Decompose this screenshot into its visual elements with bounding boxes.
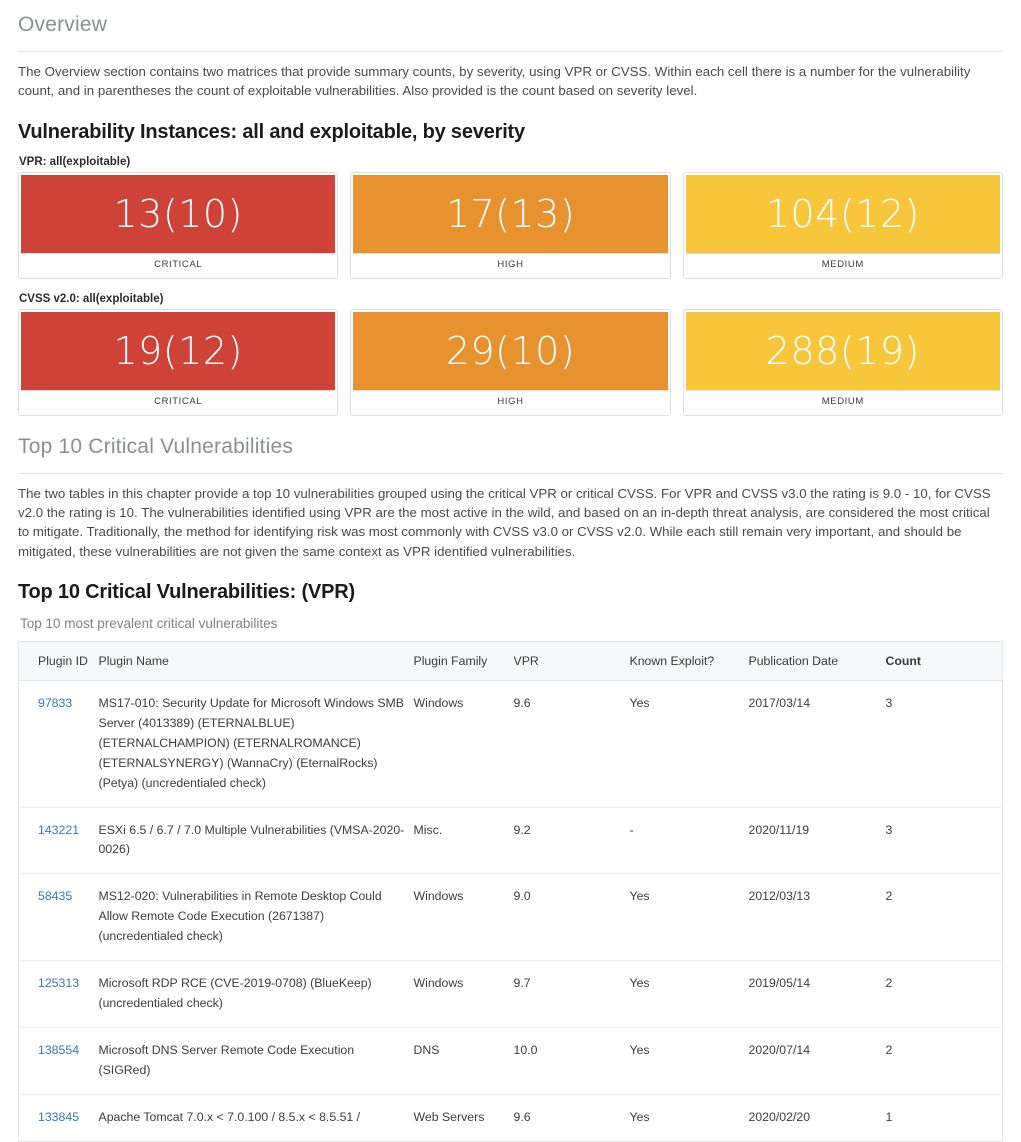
severity-card-vpr-critical[interactable] [18, 172, 338, 279]
cell-plugin-id [19, 1027, 99, 1094]
cell-plugin-name: Microsoft RDP RCE (CVE-2019-0708) (BlueKeep) (uncredentialed check) [99, 961, 414, 1028]
cell-known-exploit: Yes [630, 1094, 749, 1141]
cell-plugin-id [19, 1094, 99, 1141]
cell-known-exploit: Yes [630, 961, 749, 1028]
cell-count: 2 [886, 874, 1003, 961]
table-row [19, 1027, 1003, 1094]
top10-divider [18, 473, 1003, 474]
column-header-count[interactable]: Count [886, 641, 1003, 680]
cell-plugin-family: Windows [414, 961, 514, 1028]
cell-plugin-id [19, 807, 99, 874]
table-header [19, 641, 1003, 680]
top10-description: The two tables in this chapter provide a top 10 vulnerabilities grouped using the critical VPR or critical CVSS. For VPR and CVSS v3.0 the rating is 9.0 - 10, for CVSS v2.0 the rating is 10. The vulnerabilities identified using VPR are the most active in the wild, and based on an in-depth threat analysis, are considered the most critical to mitigate. Traditionally, the method for identifying risk was most commonly with CVSS v3.0 or CVSS v2.0. While each still remain very important, and should be mitigated, these vulnerabilities are not given the same context as VPR identified vulnerabilities. [18, 485, 991, 559]
cell-plugin-id [19, 680, 99, 807]
cell-known-exploit: - [630, 807, 749, 874]
plugin-id-link[interactable]: 138554 [38, 1042, 80, 1057]
cell-vpr: 10.0 [514, 1027, 630, 1094]
table-row [19, 807, 1003, 874]
plugin-id-link[interactable]: 133845 [38, 1109, 80, 1124]
column-header-vpr[interactable]: VPR [514, 641, 630, 680]
cell-vpr: 9.6 [513, 695, 531, 710]
cell-plugin-id [19, 874, 99, 961]
table-header-row [19, 641, 1003, 680]
column-header-plugin-family[interactable]: Plugin Family [414, 641, 514, 680]
vulnerability-instances-title: Vulnerability Instances: all and exploitable, by severity [18, 120, 525, 143]
cell-plugin-name: Microsoft DNS Server Remote Code Execution (SIGRed) [99, 1027, 414, 1094]
cell-plugin-family: Windows [414, 874, 514, 961]
severity-card-cvss-medium[interactable] [683, 309, 1003, 416]
severity-card-value: 288(19) [686, 312, 1000, 390]
cell-plugin-name: MS17-010: Security Update for Microsoft Windows SMB Server (4013389) (ETERNALBLUE) (ETERNALCHAMPION) (ETERNALROMANCE) (ETERNALSYNERGY) (WannaCry) (EternalRocks) (Petya) (uncredentialed check) [98, 695, 404, 790]
overview-chapter-title: Overview [18, 13, 108, 36]
severity-card-value: 29(10) [353, 312, 667, 390]
overview-divider [18, 51, 1003, 52]
vpr-matrix-label: VPR: all(exploitable) [19, 155, 131, 168]
plugin-id-link[interactable]: 125313 [38, 976, 80, 991]
cell-vpr: 9.2 [514, 807, 630, 874]
cell-vpr: 9.7 [514, 961, 630, 1028]
severity-card-value: 13(10) [21, 175, 335, 253]
column-header-plugin-id[interactable]: Plugin ID [19, 641, 99, 680]
cell-publication-date: 2020/02/20 [749, 1094, 886, 1141]
cell-plugin-id [19, 961, 99, 1028]
cell-plugin-family: Web Servers [414, 1094, 514, 1141]
cell-publication-date: 2019/05/14 [749, 961, 886, 1028]
column-header-plugin-name[interactable]: Plugin Name [99, 641, 414, 680]
top10-vpr-table [18, 641, 1003, 1142]
vpr-severity-card-row [18, 172, 1003, 279]
cell-plugin-family: DNS [414, 1027, 514, 1094]
severity-card-value: 19(12) [21, 312, 335, 390]
cell-known-exploit: Yes [630, 874, 749, 961]
top10-table-caption: Top 10 most prevalent critical vulnerabilites [20, 615, 278, 631]
severity-card-label: HIGH [353, 253, 667, 276]
top10-vpr-title: Top 10 Critical Vulnerabilities: (VPR) [18, 580, 355, 603]
severity-card-cvss-high[interactable] [350, 309, 670, 416]
cell-count: 3 [885, 695, 893, 710]
severity-card-label: CRITICAL [21, 253, 335, 276]
severity-card-vpr-medium[interactable] [683, 172, 1003, 279]
table-row [19, 680, 1003, 807]
cell-known-exploit: Yes [629, 695, 650, 710]
cell-publication-date: 2020/07/14 [749, 1027, 886, 1094]
plugin-id-link[interactable]: 97833 [38, 695, 73, 710]
report-page [0, 12, 1021, 1142]
plugin-id-link[interactable]: 58435 [38, 889, 73, 904]
severity-card-label: HIGH [353, 390, 667, 413]
cell-plugin-name: MS12-020: Vulnerabilities in Remote Desktop Could Allow Remote Code Execution (2671387) (uncredentialed check) [99, 874, 414, 961]
severity-card-value: 104(12) [686, 175, 1000, 253]
cell-publication-date: 2012/03/13 [749, 874, 886, 961]
cvss-matrix-label: CVSS v2.0: all(exploitable) [19, 292, 164, 305]
table-row [19, 874, 1003, 961]
cell-plugin-family: Misc. [414, 807, 514, 874]
overview-description: The Overview section contains two matrices that provide summary counts, by severity, using VPR or CVSS. Within each cell there is a number for the vulnerability count, and in parentheses the count of exploitable vulnerabilities. Also provided is the count based on severity level. [18, 64, 971, 99]
cell-vpr: 9.0 [514, 874, 630, 961]
cell-vpr: 9.6 [514, 1094, 630, 1141]
cell-plugin-name: ESXi 6.5 / 6.7 / 7.0 Multiple Vulnerabilities (VMSA-2020-0026) [99, 807, 414, 874]
top10-chapter-title: Top 10 Critical Vulnerabilities [18, 434, 294, 458]
table-row [19, 961, 1003, 1028]
plugin-id-link[interactable]: 143221 [38, 822, 80, 837]
table-body [19, 680, 1003, 1141]
severity-card-label: CRITICAL [21, 390, 335, 413]
cell-publication-date: 2017/03/14 [748, 695, 811, 710]
severity-card-label: MEDIUM [686, 253, 1000, 276]
column-header-publication-date[interactable]: Publication Date [749, 641, 886, 680]
table-row [19, 1094, 1003, 1141]
severity-card-label: MEDIUM [686, 390, 1000, 413]
cell-known-exploit: Yes [630, 1027, 749, 1094]
severity-card-cvss-critical[interactable] [18, 309, 338, 416]
cell-count: 2 [886, 961, 1003, 1028]
severity-card-vpr-high[interactable] [350, 172, 670, 279]
cvss-severity-card-row [18, 309, 1003, 416]
severity-card-value: 17(13) [353, 175, 667, 253]
column-header-known-exploit[interactable]: Known Exploit? [630, 641, 749, 680]
cell-count: 2 [886, 1027, 1003, 1094]
cell-count: 1 [886, 1094, 1003, 1141]
cell-plugin-name: Apache Tomcat 7.0.x < 7.0.100 / 8.5.x < 8.5.51 / [99, 1094, 414, 1141]
cell-publication-date: 2020/11/19 [749, 807, 886, 874]
cell-count: 3 [886, 807, 1003, 874]
cell-plugin-family: Windows [413, 695, 464, 710]
